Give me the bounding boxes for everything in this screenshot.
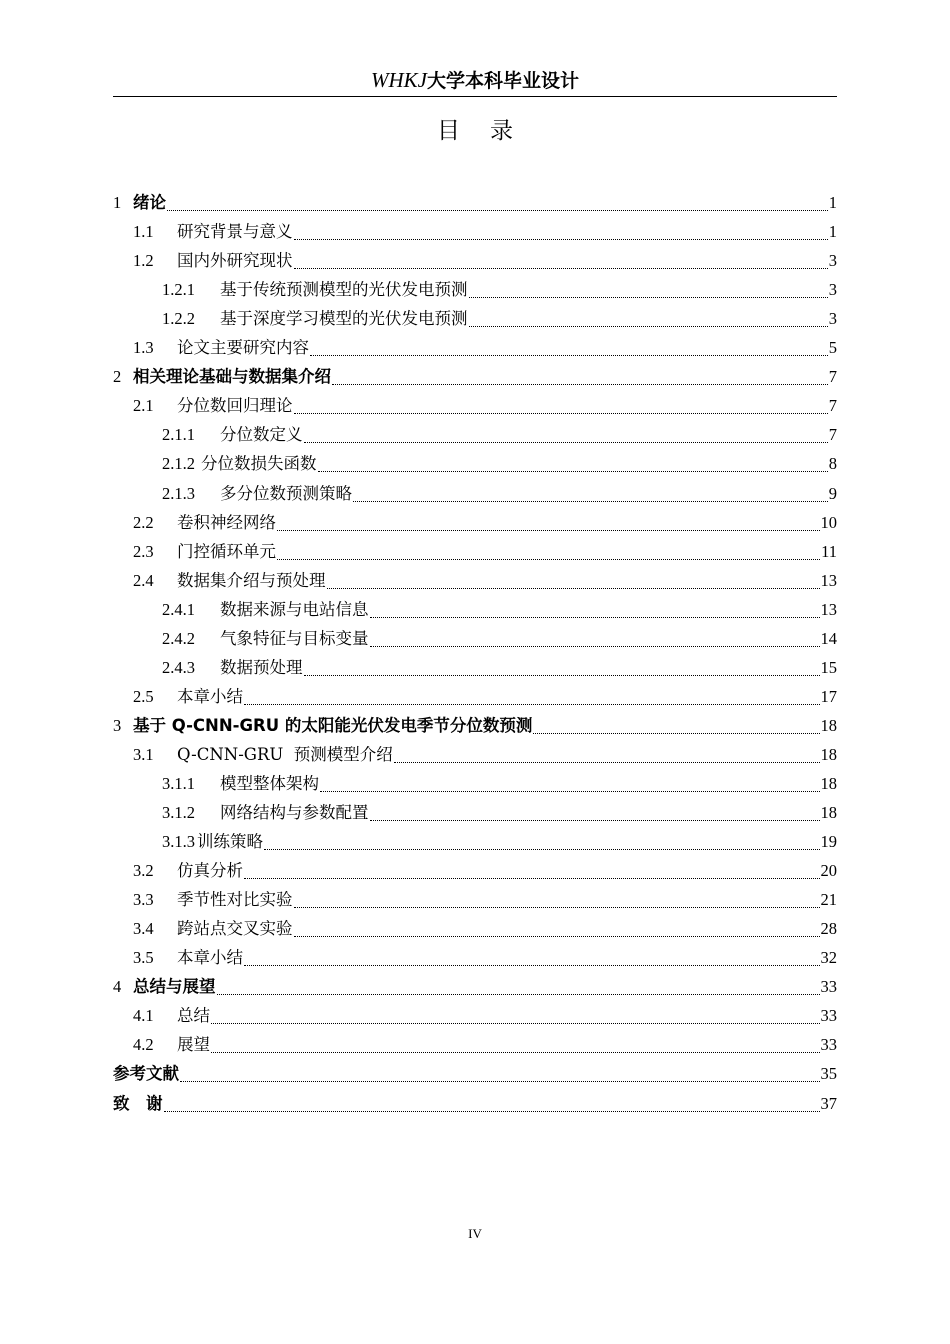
toc-label: 跨站点交叉实验 (177, 919, 293, 939)
dot-leader (264, 848, 820, 850)
toc-label: 卷积神经网络 (177, 512, 276, 532)
toc-entry[interactable] (113, 856, 837, 885)
toc-label: 数据来源与电站信息 (220, 599, 369, 619)
toc-page: 35 (820, 1064, 837, 1084)
toc-page: 1 (828, 222, 837, 242)
toc-number: 2.1 (133, 396, 154, 416)
dot-leader (294, 412, 828, 414)
toc-entry[interactable] (113, 508, 837, 537)
toc-number: 2.4.3 (162, 657, 195, 677)
dot-leader (370, 819, 820, 821)
toc-page: 8 (828, 454, 837, 474)
toc-number: 1.3 (133, 338, 154, 358)
toc-entry[interactable] (113, 246, 837, 275)
toc-label: 绪论 (133, 193, 166, 213)
toc-number: 2.1.3 (162, 483, 195, 503)
toc-number: 4.2 (133, 1035, 154, 1055)
toc-label: 基于深度学习模型的光伏发电预测 (220, 309, 468, 329)
toc-entry[interactable] (113, 595, 837, 624)
header-latin-text: WHKJ (370, 68, 427, 92)
toc-page: 14 (820, 628, 837, 648)
header-rule (113, 96, 837, 97)
toc-page: 18 (820, 773, 837, 793)
header-text: 大学本科毕业设计 (426, 70, 579, 92)
toc-page: 11 (821, 541, 837, 561)
toc-entry[interactable] (113, 943, 837, 972)
toc-entry[interactable] (113, 624, 837, 653)
toc-entry[interactable] (113, 1030, 837, 1059)
toc-entry[interactable] (113, 362, 837, 391)
dot-leader (180, 1080, 820, 1082)
toc-label: 基于传统预测模型的光伏发电预测 (220, 280, 468, 300)
toc-entry[interactable] (113, 420, 837, 449)
toc-entry[interactable] (113, 914, 837, 943)
table-of-contents (113, 188, 837, 1118)
title-char-2: 录 (490, 118, 513, 144)
dot-leader (211, 1022, 820, 1024)
toc-page: 20 (820, 861, 837, 881)
toc-label: 展望 (177, 1035, 210, 1055)
dot-leader (332, 383, 828, 385)
dot-leader (211, 1051, 820, 1053)
toc-page: 13 (820, 599, 837, 619)
dot-leader (370, 616, 820, 618)
dot-leader (394, 761, 820, 763)
toc-page: 17 (820, 686, 837, 706)
dot-leader (294, 238, 828, 240)
toc-page: 19 (820, 832, 837, 852)
toc-number: 3.1 (133, 744, 154, 764)
toc-entry[interactable] (113, 304, 837, 333)
toc-page: 28 (820, 919, 837, 939)
dot-leader (244, 703, 820, 705)
toc-label: 季节性对比实验 (177, 890, 293, 910)
dot-leader (304, 441, 828, 443)
toc-entry[interactable] (113, 188, 837, 217)
toc-number: 2.4 (133, 570, 154, 590)
toc-number: 1.2 (133, 251, 154, 271)
toc-label: 致 谢 (113, 1093, 163, 1113)
toc-entry[interactable] (113, 798, 837, 827)
toc-number: 1.1 (133, 222, 154, 242)
dot-leader (533, 732, 819, 734)
toc-entry[interactable] (113, 275, 837, 304)
toc-number: 3.1.3 (162, 832, 195, 852)
toc-page: 3 (828, 309, 837, 329)
toc-number: 2.3 (133, 541, 154, 561)
toc-number: 2.5 (133, 686, 154, 706)
toc-number: 3.4 (133, 919, 154, 939)
toc-number: 2.2 (133, 512, 154, 532)
toc-page: 18 (820, 715, 837, 735)
toc-entry[interactable] (113, 478, 837, 507)
toc-label: 分位数回归理论 (177, 396, 293, 416)
toc-entry[interactable] (113, 449, 837, 478)
dot-leader (294, 267, 828, 269)
dot-leader (320, 790, 820, 792)
toc-number: 4 (113, 977, 122, 997)
dot-leader (469, 325, 828, 327)
toc-label: 研究背景与意义 (177, 222, 293, 242)
toc-page: 33 (820, 977, 837, 997)
toc-page: 1 (828, 193, 837, 213)
toc-label: 多分位数预测策略 (220, 483, 352, 503)
toc-page: 13 (820, 570, 837, 590)
toc-number: 1 (113, 193, 122, 213)
dot-leader (370, 645, 820, 647)
toc-label: 数据集介绍与预处理 (177, 570, 326, 590)
toc-entry[interactable] (113, 391, 837, 420)
toc-label: Q-CNN-GRU 预测模型介绍 (177, 744, 393, 764)
toc-number: 2.4.2 (162, 628, 195, 648)
dot-leader (318, 470, 828, 472)
toc-entry[interactable] (113, 537, 837, 566)
toc-label: 数据预处理 (220, 657, 303, 677)
toc-entry[interactable] (113, 711, 837, 740)
toc-entry[interactable] (113, 972, 837, 1001)
toc-label: 国内外研究现状 (177, 251, 293, 271)
toc-label: 门控循环单元 (177, 541, 276, 561)
toc-entry[interactable] (113, 682, 837, 711)
toc-number: 2.4.1 (162, 599, 195, 619)
toc-entry[interactable] (113, 1059, 837, 1088)
dot-leader (244, 964, 820, 966)
dot-leader (277, 529, 820, 531)
toc-page: 18 (820, 803, 837, 823)
dot-leader (327, 587, 820, 589)
toc-page: 33 (820, 1006, 837, 1026)
toc-label: 总结 (177, 1006, 210, 1026)
toc-entry[interactable] (113, 653, 837, 682)
page-title (0, 116, 950, 146)
dot-leader (304, 674, 820, 676)
toc-number: 4.1 (133, 1006, 154, 1026)
running-header (113, 66, 837, 96)
toc-entry[interactable] (113, 740, 837, 769)
title-char-1: 目 (437, 118, 460, 144)
toc-number: 3 (113, 715, 122, 735)
dot-leader (277, 558, 820, 560)
toc-entry[interactable] (113, 1001, 837, 1030)
toc-label: 气象特征与目标变量 (220, 628, 369, 648)
toc-page: 10 (820, 512, 837, 532)
toc-number: 3.5 (133, 948, 154, 968)
toc-label: 总结与展望 (133, 977, 216, 997)
toc-label: 基于 Q-CNN-GRU 的太阳能光伏发电季节分位数预测 (133, 715, 533, 735)
toc-entry[interactable] (113, 217, 837, 246)
dot-leader (167, 209, 828, 211)
toc-label: 本章小结 (177, 948, 243, 968)
toc-page: 7 (828, 367, 837, 387)
dot-leader (310, 354, 828, 356)
toc-number: 1.2.2 (162, 309, 195, 329)
toc-entry[interactable] (113, 769, 837, 798)
toc-page: 15 (820, 657, 837, 677)
toc-number: 3.2 (133, 861, 154, 881)
toc-label: 参考文献 (113, 1064, 179, 1084)
dot-leader (469, 296, 828, 298)
toc-page: 33 (820, 1035, 837, 1055)
toc-number: 2.1.1 (162, 425, 195, 445)
toc-label: 分位数损失函数 (201, 454, 317, 474)
dot-leader (244, 877, 820, 879)
toc-page: 7 (828, 425, 837, 445)
toc-number: 3.3 (133, 890, 154, 910)
toc-entry[interactable] (113, 827, 837, 856)
toc-label: 训练策略 (197, 832, 263, 852)
dot-leader (294, 906, 820, 908)
toc-page: 9 (828, 483, 837, 503)
toc-entry[interactable] (113, 333, 837, 362)
toc-page: 18 (820, 744, 837, 764)
toc-label: 本章小结 (177, 686, 243, 706)
toc-number: 3.1.2 (162, 803, 195, 823)
toc-entry[interactable] (113, 566, 837, 595)
toc-label: 论文主要研究内容 (177, 338, 309, 358)
page-number: IV (468, 1226, 482, 1241)
toc-label: 分位数定义 (220, 425, 303, 445)
dot-leader (294, 935, 820, 937)
toc-label: 模型整体架构 (220, 773, 319, 793)
toc-page: 37 (820, 1093, 837, 1113)
toc-entry[interactable] (113, 1088, 837, 1117)
toc-number: 2 (113, 367, 122, 387)
toc-page: 32 (820, 948, 837, 968)
toc-page: 5 (828, 338, 837, 358)
toc-label: 相关理论基础与数据集介绍 (133, 367, 331, 387)
dot-leader (164, 1110, 820, 1112)
toc-label: 仿真分析 (177, 861, 243, 881)
toc-number: 2.1.2 (162, 454, 195, 474)
toc-number: 3.1.1 (162, 773, 195, 793)
dot-leader (353, 500, 828, 502)
toc-label: 网络结构与参数配置 (220, 803, 369, 823)
toc-page: 21 (820, 890, 837, 910)
dot-leader (217, 993, 820, 995)
toc-page: 3 (828, 280, 837, 300)
toc-page: 3 (828, 251, 837, 271)
toc-number: 1.2.1 (162, 280, 195, 300)
toc-entry[interactable] (113, 885, 837, 914)
toc-page: 7 (828, 396, 837, 416)
